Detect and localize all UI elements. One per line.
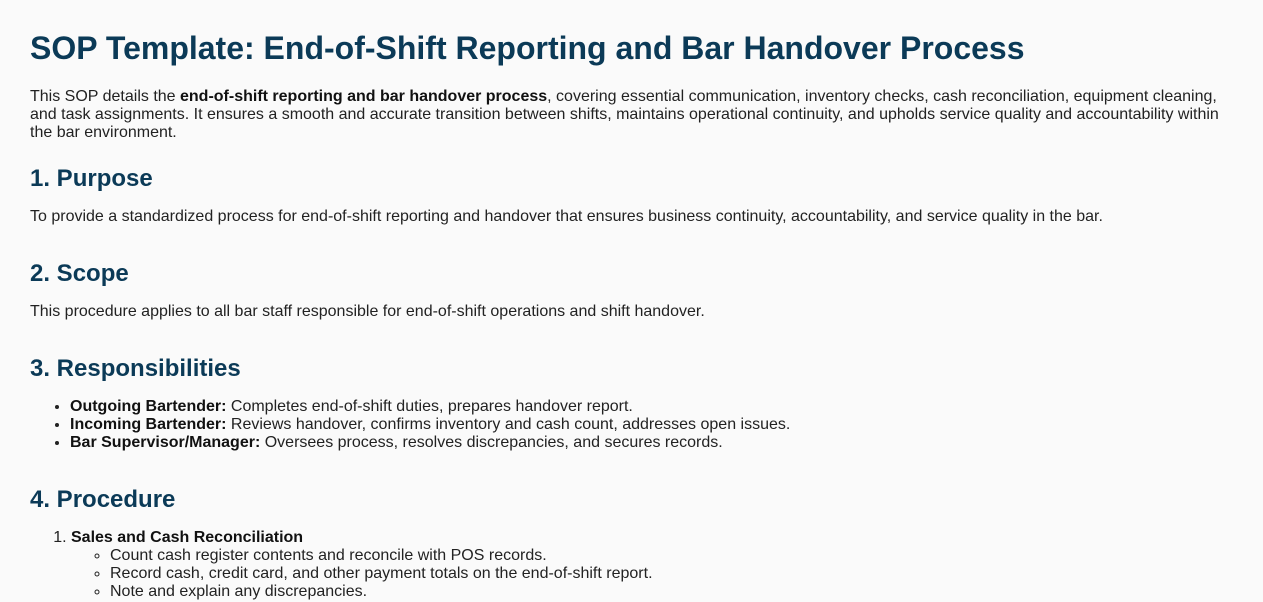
purpose-heading: 1. Purpose <box>30 165 153 192</box>
step-title: Sales and Cash Reconciliation <box>71 529 304 546</box>
role-description: Completes end-of-shift duties, prepares handover report. <box>226 398 633 415</box>
responsibilities-heading: 3. Responsibilities <box>30 355 241 382</box>
list-item: ◦ Record cash, credit card, and other payment totals on the end-of-shift report. <box>110 565 1233 583</box>
purpose-text: To provide a standardized process for end-of-shift reporting and handover that ensures business continuity, accountability, and service quality in the bar. <box>30 208 1103 225</box>
intro-suffix: , covering essential communication, inventory checks, cash reconciliation, equipment cleaning, and task assignments. It ensures a smooth and accurate transition between shifts, maintains operational continuity, and upholds service quality and accountability within the bar environment. <box>30 88 1219 141</box>
list-item: ◦ Count cash register contents and reconcile with POS records. <box>110 547 1233 565</box>
procedure-heading: 4. Procedure <box>30 486 176 513</box>
step-substeps <box>71 547 1233 601</box>
list-item: ◦ Note and explain any discrepancies. <box>110 583 1233 601</box>
intro-bold: end-of-shift reporting and bar handover process <box>180 88 548 105</box>
page-title: SOP Template: End-of-Shift Reporting and Bar Handover Process <box>30 30 1025 66</box>
intro-paragraph <box>30 88 1233 142</box>
role-label: Incoming Bartender: <box>70 416 227 433</box>
intro-prefix: This SOP details the <box>30 88 180 105</box>
list-item <box>70 434 1233 452</box>
procedure-list <box>30 529 1233 601</box>
scope-heading: 2. Scope <box>30 260 129 287</box>
role-label: Outgoing Bartender: <box>70 398 227 415</box>
role-description: Oversees process, resolves discrepancies, and secures records. <box>260 434 723 451</box>
list-item <box>70 398 1233 416</box>
role-description: Reviews handover, confirms inventory and cash count, addresses open issues. <box>226 416 791 433</box>
scope-text: This procedure applies to all bar staff responsible for end-of-shift operations and shift handover. <box>30 303 705 320</box>
role-label: Bar Supervisor/Manager: <box>70 434 261 451</box>
list-item <box>70 416 1233 434</box>
procedure-step <box>71 529 1233 601</box>
responsibilities-list <box>30 398 1233 452</box>
